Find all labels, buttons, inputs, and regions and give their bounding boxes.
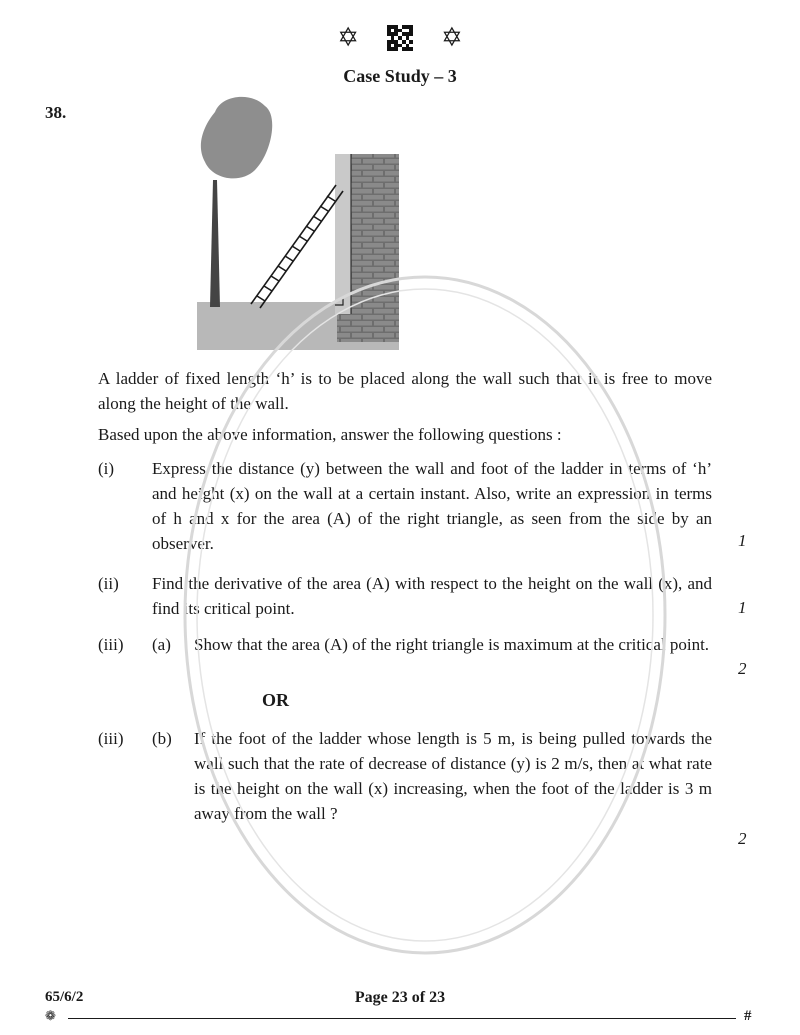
part-text: Find the derivative of the area (A) with respect to the height on the wall (x), and find its critical point. (152, 574, 712, 618)
marks: 2 (738, 659, 747, 678)
ladder (251, 185, 343, 308)
part-text: If the foot of the ladder whose length is 5 m, is being pulled towards the wall such that the rate of decrease of distance (y) is 2 m/s, then at what rate is the height on the wall (x) increasing, when the foot of the ladder is 3 m away from the wall ? (194, 729, 712, 823)
header-icons (0, 22, 800, 54)
part-label: (ii) (98, 574, 119, 593)
flower-icon: ❁ (45, 1008, 56, 1023)
marks: 2 (738, 829, 747, 848)
tree-canopy (201, 97, 272, 179)
page-number: Page 23 of 23 (354, 989, 446, 1006)
part-text: Express the distance (y) between the wall and foot of the ladder in terms of ‘h’ and height (x) on the wall at a certain instant. Also, write an expression in terms of h and x for the area (A) of the right triangle, as seen from the side by an observer. (152, 459, 712, 553)
marks: 1 (738, 531, 747, 550)
sub-part-label: (a) (152, 635, 171, 654)
qr-code-icon (387, 25, 413, 51)
ladder-wall-illustration (197, 92, 399, 352)
sub-part-label: (b) (152, 729, 172, 748)
hash-symbol: # (744, 1008, 752, 1024)
paper-code: 65/6/2 (45, 989, 84, 1005)
star-of-david-icon: ✡ (441, 23, 463, 52)
marks: 1 (738, 598, 747, 617)
star-of-david-icon: ✡ (337, 23, 359, 52)
part-text: Show that the area (A) of the right triangle is maximum at the critical point. (194, 635, 710, 654)
question-number: 38. (45, 103, 67, 122)
page-title: Case Study – 3 (343, 66, 457, 86)
or-separator: OR (262, 690, 289, 710)
part-label: (i) (98, 459, 115, 478)
wall-side (335, 154, 351, 314)
instruction-text: Based upon the above information, answer the following questions : (98, 425, 562, 444)
footer-rule (68, 1018, 736, 1019)
intro-paragraph: A ladder of fixed length ‘h’ is to be placed along the wall such that it is free to move along the height of the wall. (98, 369, 712, 413)
part-label: (iii) (98, 635, 124, 654)
tree-trunk (210, 180, 220, 307)
part-label: (iii) (98, 729, 124, 748)
